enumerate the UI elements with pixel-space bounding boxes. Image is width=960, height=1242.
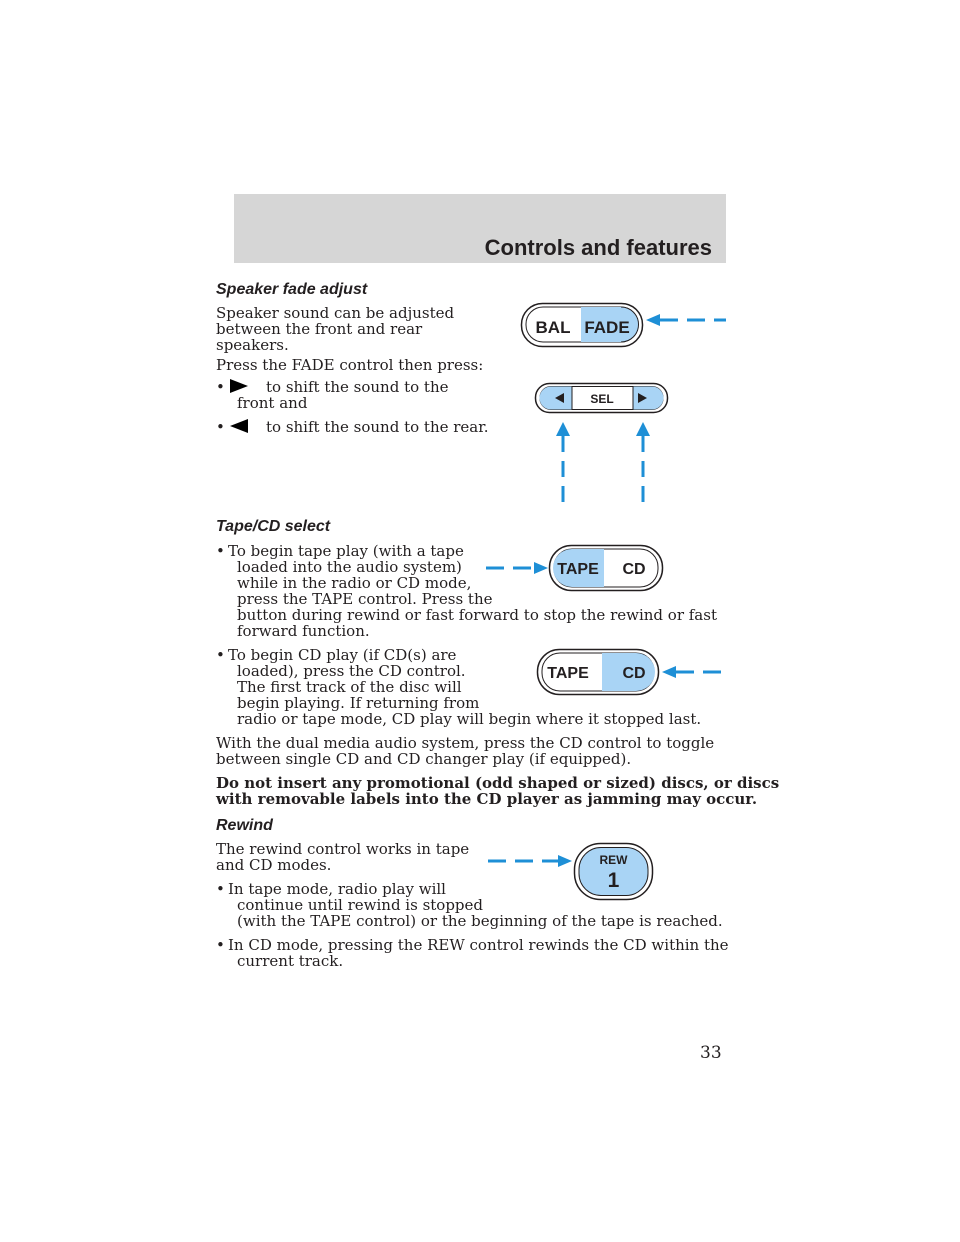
tapecd-bullet-2-line-1: To begin CD play (if CD(s) are xyxy=(228,646,457,664)
tapecd-bullet-2-line-2: loaded), press the CD control. xyxy=(237,662,466,680)
bal-fade-diagram xyxy=(520,302,730,352)
tapecd-bullet-2-line-4: begin playing. If returning from xyxy=(237,694,480,712)
fade-bullet-2-line-1: to shift the sound to the rear. xyxy=(266,418,489,436)
tapecd-dual-line-1: With the dual media audio system, press the CD control to toggle xyxy=(216,734,715,752)
rew-button-number: 1 xyxy=(607,869,620,892)
fade-intro-3: speakers. xyxy=(216,336,289,354)
arrow-left-icon xyxy=(646,314,660,326)
left-triangle-icon xyxy=(228,418,250,436)
rewind-bullet-1-line-2: continue until rewind is stopped xyxy=(237,896,484,914)
sel-button-label: SEL xyxy=(590,392,614,406)
rewind-heading: Rewind xyxy=(216,817,273,834)
bullet-dot: • xyxy=(216,880,225,898)
rewind-intro-2: and CD modes. xyxy=(216,856,332,874)
tape-button-label: TAPE xyxy=(557,561,599,578)
bullet-dot: • xyxy=(216,378,225,396)
fade-intro-2: between the front and rear xyxy=(216,320,423,338)
fade-heading: Speaker fade adjust xyxy=(216,281,368,298)
arrow-up-icon xyxy=(556,422,570,436)
page-number: 33 xyxy=(700,1043,722,1063)
tape-button-label: TAPE xyxy=(547,665,589,682)
arrow-left-icon xyxy=(662,666,676,678)
tape-select-diagram xyxy=(482,542,667,594)
tapecd-warning-line-2: with removable labels into the CD player as jamming may occur. xyxy=(216,790,758,808)
rewind-bullet-1-line-3: (with the TAPE control) or the beginning of the tape is reached. xyxy=(237,912,723,930)
tapecd-bullet-2-line-3: The first track of the disc will xyxy=(237,678,462,696)
fade-press-instruction: Press the FADE control then press: xyxy=(216,356,484,374)
rew-button-label: REW xyxy=(599,853,628,867)
tapecd-bullet-1-line-4: press the TAPE control. Press the xyxy=(237,590,493,608)
arrow-right-icon xyxy=(534,562,548,574)
tapecd-bullet-1-line-5: button during rewind or fast forward to stop the rewind or fast xyxy=(237,606,717,624)
cd-button-label: CD xyxy=(622,665,646,682)
tapecd-bullet-1-line-1: To begin tape play (with a tape xyxy=(228,542,464,560)
bullet-dot: • xyxy=(216,646,225,664)
tapecd-dual-line-2: between single CD and CD changer play (if equipped). xyxy=(216,750,632,768)
rewind-bullet-2-line-1: In CD mode, pressing the REW control rewinds the CD within the xyxy=(228,936,729,954)
tapecd-heading: Tape/CD select xyxy=(216,518,331,535)
fade-bullet-1-line-2: front and xyxy=(237,394,308,412)
arrow-right-icon xyxy=(558,855,572,867)
cd-select-diagram xyxy=(536,648,726,700)
tapecd-warning-line-1: Do not insert any promotional (odd shaped or sized) discs, or discs xyxy=(216,774,780,792)
fade-intro-1: Speaker sound can be adjusted xyxy=(216,304,455,322)
page-section-title: Controls and features xyxy=(484,235,712,260)
tapecd-bullet-2-line-5: radio or tape mode, CD play will begin where it stopped last. xyxy=(237,710,702,728)
bullet-dot: • xyxy=(216,936,225,954)
fade-bullet-1-line-1: to shift the sound to the xyxy=(266,378,449,396)
bal-button-label: BAL xyxy=(535,318,571,337)
fade-button-label: FADE xyxy=(584,318,630,337)
arrow-up-icon xyxy=(636,422,650,436)
tapecd-bullet-1-line-6: forward function. xyxy=(237,622,370,640)
rew-diagram xyxy=(484,840,659,904)
header-band xyxy=(234,194,726,263)
rewind-bullet-2-line-2: current track. xyxy=(237,952,344,970)
tapecd-bullet-1-line-3: while in the radio or CD mode, xyxy=(237,574,472,592)
cd-button-label: CD xyxy=(622,561,646,578)
tapecd-bullet-1-line-2: loaded into the audio system) xyxy=(237,558,462,576)
rewind-intro-1: The rewind control works in tape xyxy=(216,840,470,858)
bullet-dot: • xyxy=(216,542,225,560)
rewind-bullet-1-line-1: In tape mode, radio play will xyxy=(228,880,446,898)
bullet-dot: • xyxy=(216,418,225,436)
sel-diagram xyxy=(534,382,674,512)
